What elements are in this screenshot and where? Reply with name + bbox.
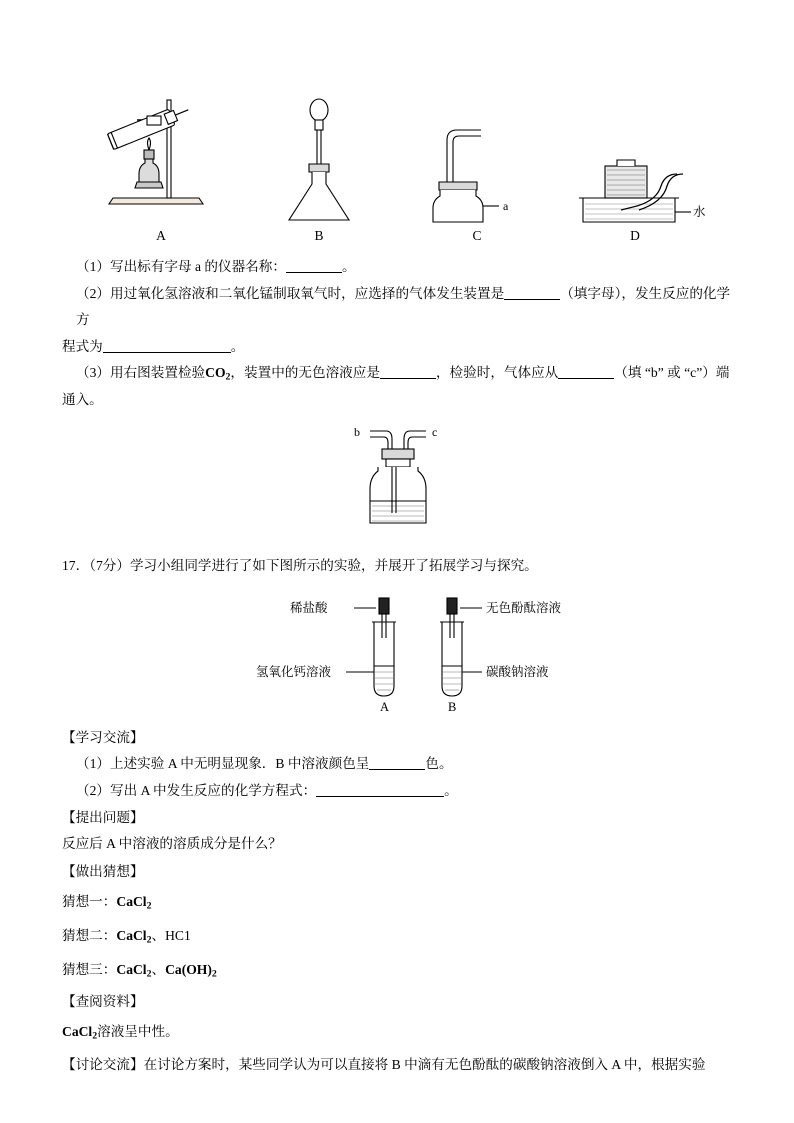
q16-item2-line2-suffix: 。 [230,338,245,354]
q16-item2-blank1[interactable] [504,285,560,300]
q16-item3-blank1[interactable] [380,364,436,379]
apparatus-label-c: C [472,228,482,243]
q17-guess-2-formula: CaCl$_2$ [116,928,152,946]
q17-discussion-line [62,1049,734,1082]
q17-guess-2 [62,919,734,953]
q17-guess-3-mid: 、 [151,962,166,978]
q16-item3-prefix: （3）用右图装置检验 [76,365,206,380]
tube-label-b: B [448,699,457,714]
q17-guess-3-formula2: $Ca(OH)_2$ [165,962,217,981]
q16-item3-mid3: （填 “b” 或 “c”）端 [614,365,730,380]
svg-text:a: a [503,199,509,213]
svg-text:水: 水 [693,205,706,219]
section-raise-question: 【提出问题】 [62,810,144,826]
q16-item3-mid2: ，检验时，气体应从 [435,365,559,380]
q16-item2-blank2[interactable] [103,338,231,353]
q17-guess-1 [62,885,734,919]
q17-guess-3 [62,953,734,987]
page-content [62,60,734,1082]
q16-item2-prefix: （2）用过氧化氢溶液和二氧化锰制取氧气时，应选择的气体发生装置是 [76,285,505,301]
q16-item3-mid: ，装置中的无色溶液应是 [230,365,380,380]
q17-guess-2-rest: 、HC1 [151,928,191,944]
apparatus-a-diagram [91,78,231,228]
tube-label-a: A [380,699,390,714]
apparatus-label-a: A [156,228,166,243]
q17-guess-1-formula: CaCl$_2$ [116,893,152,912]
apparatus-labels-row [62,228,734,244]
q16-item3 [62,360,734,387]
section-make-guess: 【做出猜想】 [62,863,144,879]
q17-reference-formula: CaCl$_2$ [62,1023,98,1042]
label-sodium-carbonate: 碳酸钠溶液 [486,664,549,679]
test-tubes-figure [62,594,734,714]
q16-item1-blank[interactable] [286,258,342,273]
q17-exchange-2 [62,778,734,805]
section-reference: 【查阅资料】 [62,993,144,1009]
q16-item3-blank2[interactable] [558,364,614,379]
q16-co2-formula: $CO_2$ [205,365,231,383]
q17-guess-2-prefix: 猜想二： [62,928,117,944]
q17-guess-3-prefix: 猜想三： [62,962,117,978]
q16-item3-line2: 通入。 [62,391,103,407]
q17-stem: 17．（7分）学习小组同学进行了如下图所示的实验，并展开了拓展学习与探究。 [62,558,538,574]
gas-wash-bottle-figure [62,419,734,537]
q17-problem-text: 反应后 A 中溶液的溶质成分是什么？ [62,836,282,852]
q16-item1-prefix: （1）写出标有字母 a 的仪器名称： [76,259,286,274]
q16-item1 [62,254,734,281]
label-dilute-hcl: 稀盐酸 [290,600,328,615]
apparatus-d-diagram [565,78,705,228]
bottle-label-b: b [354,425,360,440]
apparatus-label-b: B [314,228,324,243]
q17-exchange-1-suffix: 色。 [425,756,453,772]
apparatus-b-diagram [249,78,389,228]
section-discussion: 【讨论交流】 [62,1056,144,1072]
q16-item2-line2-prefix: 程式为 [62,338,103,354]
section-learning-exchange: 【学习交流】 [62,729,144,745]
apparatus-c-diagram [407,78,547,228]
bottle-label-c: c [432,425,438,440]
q16-item2 [62,281,734,334]
q17-reference-text: 溶液呈中性。 [97,1023,179,1039]
apparatus-figure-row [62,78,734,228]
q17-exchange-2-prefix: （2）写出 A 中发生反应的化学方程式： [76,782,317,798]
q17-exchange-2-suffix: 。 [444,782,458,798]
q16-item2-line2 [62,334,734,361]
q16-item2-mid: （填字母），发生反应的化学方 [76,285,731,327]
label-calcium-hydroxide: 氢氧化钙溶液 [256,664,332,679]
q17-discussion-text: 在讨论方案时，某些同学认为可以直接将 B 中滴有无色酚酞的碳酸钠溶液倒入 A 中，根据实验 [143,1056,706,1072]
q17-exchange-1 [62,751,734,778]
q17-reference-line [62,1015,734,1049]
q16-item1-suffix: 。 [341,259,356,274]
apparatus-label-d: D [630,228,640,243]
q17-exchange-2-blank[interactable] [316,782,444,797]
q17-guess-1-prefix: 猜想一： [62,893,117,909]
q17-exchange-1-blank[interactable] [369,755,425,770]
label-phenolphthalein: 无色酚酞溶液 [486,600,562,615]
q17-guess-3-formula1: CaCl$_2$ [116,962,152,981]
q17-exchange-1-prefix: （1）上述实验 A 中无明显现象．B 中溶液颜色呈 [76,756,370,772]
